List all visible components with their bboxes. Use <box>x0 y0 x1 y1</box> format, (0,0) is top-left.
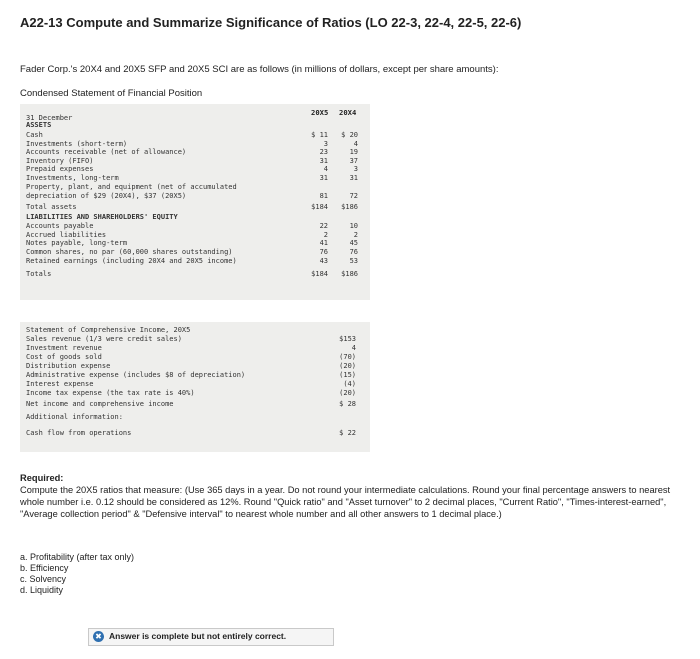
value-20x5: 22 <box>319 222 328 230</box>
row-label: Retained earnings (including 20X4 and 20X5 income) <box>26 257 237 265</box>
table-row <box>20 131 370 140</box>
row-label: Accounts payable <box>26 222 94 230</box>
table-row <box>20 326 370 335</box>
row-value: 4 <box>351 344 356 352</box>
value-20x5: 76 <box>319 248 328 256</box>
ratio-categories-list <box>20 552 134 596</box>
table-row <box>20 389 370 398</box>
value-20x4: 10 <box>349 222 358 230</box>
value-20x5: 4 <box>323 165 328 173</box>
value-20x4: 53 <box>349 257 358 265</box>
row-label: Net income and comprehensive income <box>26 400 174 408</box>
value-20x4: 31 <box>349 174 358 182</box>
row-label: Investment revenue <box>26 344 102 352</box>
row-label: Cash flow from operations <box>26 429 132 437</box>
row-label: Property, plant, and equipment (net of accumulated <box>26 183 237 191</box>
row-value: (20) <box>339 389 356 397</box>
row-label: Prepaid expenses <box>26 165 94 173</box>
value-20x4: 19 <box>349 148 358 156</box>
section-title: Condensed Statement of Financial Position <box>20 88 203 99</box>
value-20x5: 23 <box>319 148 328 156</box>
value-20x4: 3 <box>353 165 358 173</box>
row-label: Investments, long-term <box>26 174 119 182</box>
value-20x4: 76 <box>349 248 358 256</box>
table-row <box>20 344 370 353</box>
value-20x5: $184 <box>311 270 328 278</box>
comprehensive-income-statement <box>20 322 370 452</box>
row-value: $153 <box>339 335 356 343</box>
row-label: ASSETS <box>26 121 52 129</box>
row-label: Common shares, no par (60,000 shares outstanding) <box>26 248 233 256</box>
table-row <box>20 353 370 362</box>
table-row <box>20 121 370 130</box>
table-row <box>20 248 370 257</box>
value-20x4: 72 <box>349 192 358 200</box>
required-text: Compute the 20X5 ratios that measure: (Use 365 days in a year. Do not round your intermediate calculations. Round your final percentage answers to nearest whole number i.e. 0.12 should be considered as 12%. Round "Quick ratio" and "Asset turnover" to 2 decimal places, "Current Ratio", "Times-interest-earned", "Average collection period" & "Defensive interval" to nearest whole number and all other answers to 1 decimal place.) <box>20 485 671 519</box>
column-header-20x5: 20X5 <box>311 108 329 117</box>
value-20x4: $186 <box>341 270 358 278</box>
table-row <box>20 335 370 344</box>
value-20x5: 41 <box>319 239 328 247</box>
table-row <box>20 400 370 409</box>
row-label: Investments (short-term) <box>26 140 128 148</box>
value-20x4: $ 20 <box>341 131 358 139</box>
row-value: (70) <box>339 353 356 361</box>
value-20x5: 31 <box>319 174 328 182</box>
table-row <box>20 183 370 192</box>
value-20x5: 31 <box>319 157 328 165</box>
row-value: (15) <box>339 371 356 379</box>
row-value: (20) <box>339 362 356 370</box>
row-label: Accounts receivable (net of allowance) <box>26 148 187 156</box>
required-instructions <box>20 472 675 520</box>
list-item: b. Efficiency <box>20 563 69 573</box>
list-item: a. Profitability (after tax only) <box>20 552 135 562</box>
table-row <box>20 239 370 248</box>
row-label: 31 December <box>26 114 73 122</box>
row-label: Notes payable, long-term <box>26 239 128 247</box>
row-label: Distribution expense <box>26 362 111 370</box>
row-label: Statement of Comprehensive Income, 20X5 <box>26 326 191 334</box>
value-20x4: 37 <box>349 157 358 165</box>
answer-status-banner <box>88 628 334 646</box>
table-row <box>20 174 370 183</box>
list-item: c. Solvency <box>20 574 67 584</box>
table-row <box>20 371 370 380</box>
row-label: Sales revenue (1/3 were credit sales) <box>26 335 182 343</box>
value-20x5: 3 <box>323 140 328 148</box>
row-value: $ 22 <box>339 429 356 437</box>
value-20x5: 43 <box>319 257 328 265</box>
info-icon: ✖ <box>93 631 104 642</box>
value-20x5: 2 <box>323 231 328 239</box>
table-row <box>20 213 370 222</box>
row-value: $ 28 <box>339 400 356 408</box>
table-row <box>20 380 370 389</box>
row-label: Cash <box>26 131 43 139</box>
status-text: Answer is complete but not entirely correct. <box>109 631 287 641</box>
row-label: Additional information: <box>26 413 123 421</box>
table-row <box>20 203 370 212</box>
value-20x5: 81 <box>319 192 328 200</box>
row-label: Total assets <box>26 203 77 211</box>
page-title: A22-13 Compute and Summarize Significance of Ratios (LO 22-3, 22-4, 22-5, 22-6) <box>20 15 522 30</box>
row-label: LIABILITIES AND SHAREHOLDERS' EQUITY <box>26 213 178 221</box>
table-row <box>20 165 370 174</box>
table-row <box>20 148 370 157</box>
value-20x5: $184 <box>311 203 328 211</box>
table-row <box>20 257 370 266</box>
value-20x4: 45 <box>349 239 358 247</box>
table-row <box>20 222 370 231</box>
row-label: Accrued liabilities <box>26 231 107 239</box>
table-row <box>20 192 370 201</box>
table-row <box>20 362 370 371</box>
column-header-20x4: 20X4 <box>339 108 357 117</box>
row-label: Administrative expense (includes $8 of depreciation) <box>26 371 246 379</box>
row-label: Inventory (FIFO) <box>26 157 94 165</box>
row-label: Totals <box>26 270 52 278</box>
list-item: d. Liquidity <box>20 585 64 595</box>
row-label: Cost of goods sold <box>26 353 102 361</box>
value-20x4: 2 <box>353 231 358 239</box>
value-20x4: $186 <box>341 203 358 211</box>
value-20x5: $ 11 <box>311 131 328 139</box>
table-row <box>20 270 370 279</box>
row-label: Interest expense <box>26 380 94 388</box>
row-label: Income tax expense (the tax rate is 40%) <box>26 389 195 397</box>
table-row <box>20 429 370 438</box>
value-20x4: 4 <box>353 140 358 148</box>
required-heading: Required: <box>20 473 64 483</box>
financial-position-statement <box>20 104 370 300</box>
row-label: depreciation of $29 (20X4), $37 (20X5) <box>26 192 187 200</box>
intro-text: Fader Corp.'s 20X4 and 20X5 SFP and 20X5 SCI are as follows (in millions of dollars, except per share amounts): <box>20 64 499 75</box>
table-row <box>20 413 370 422</box>
row-value: (4) <box>343 380 356 388</box>
